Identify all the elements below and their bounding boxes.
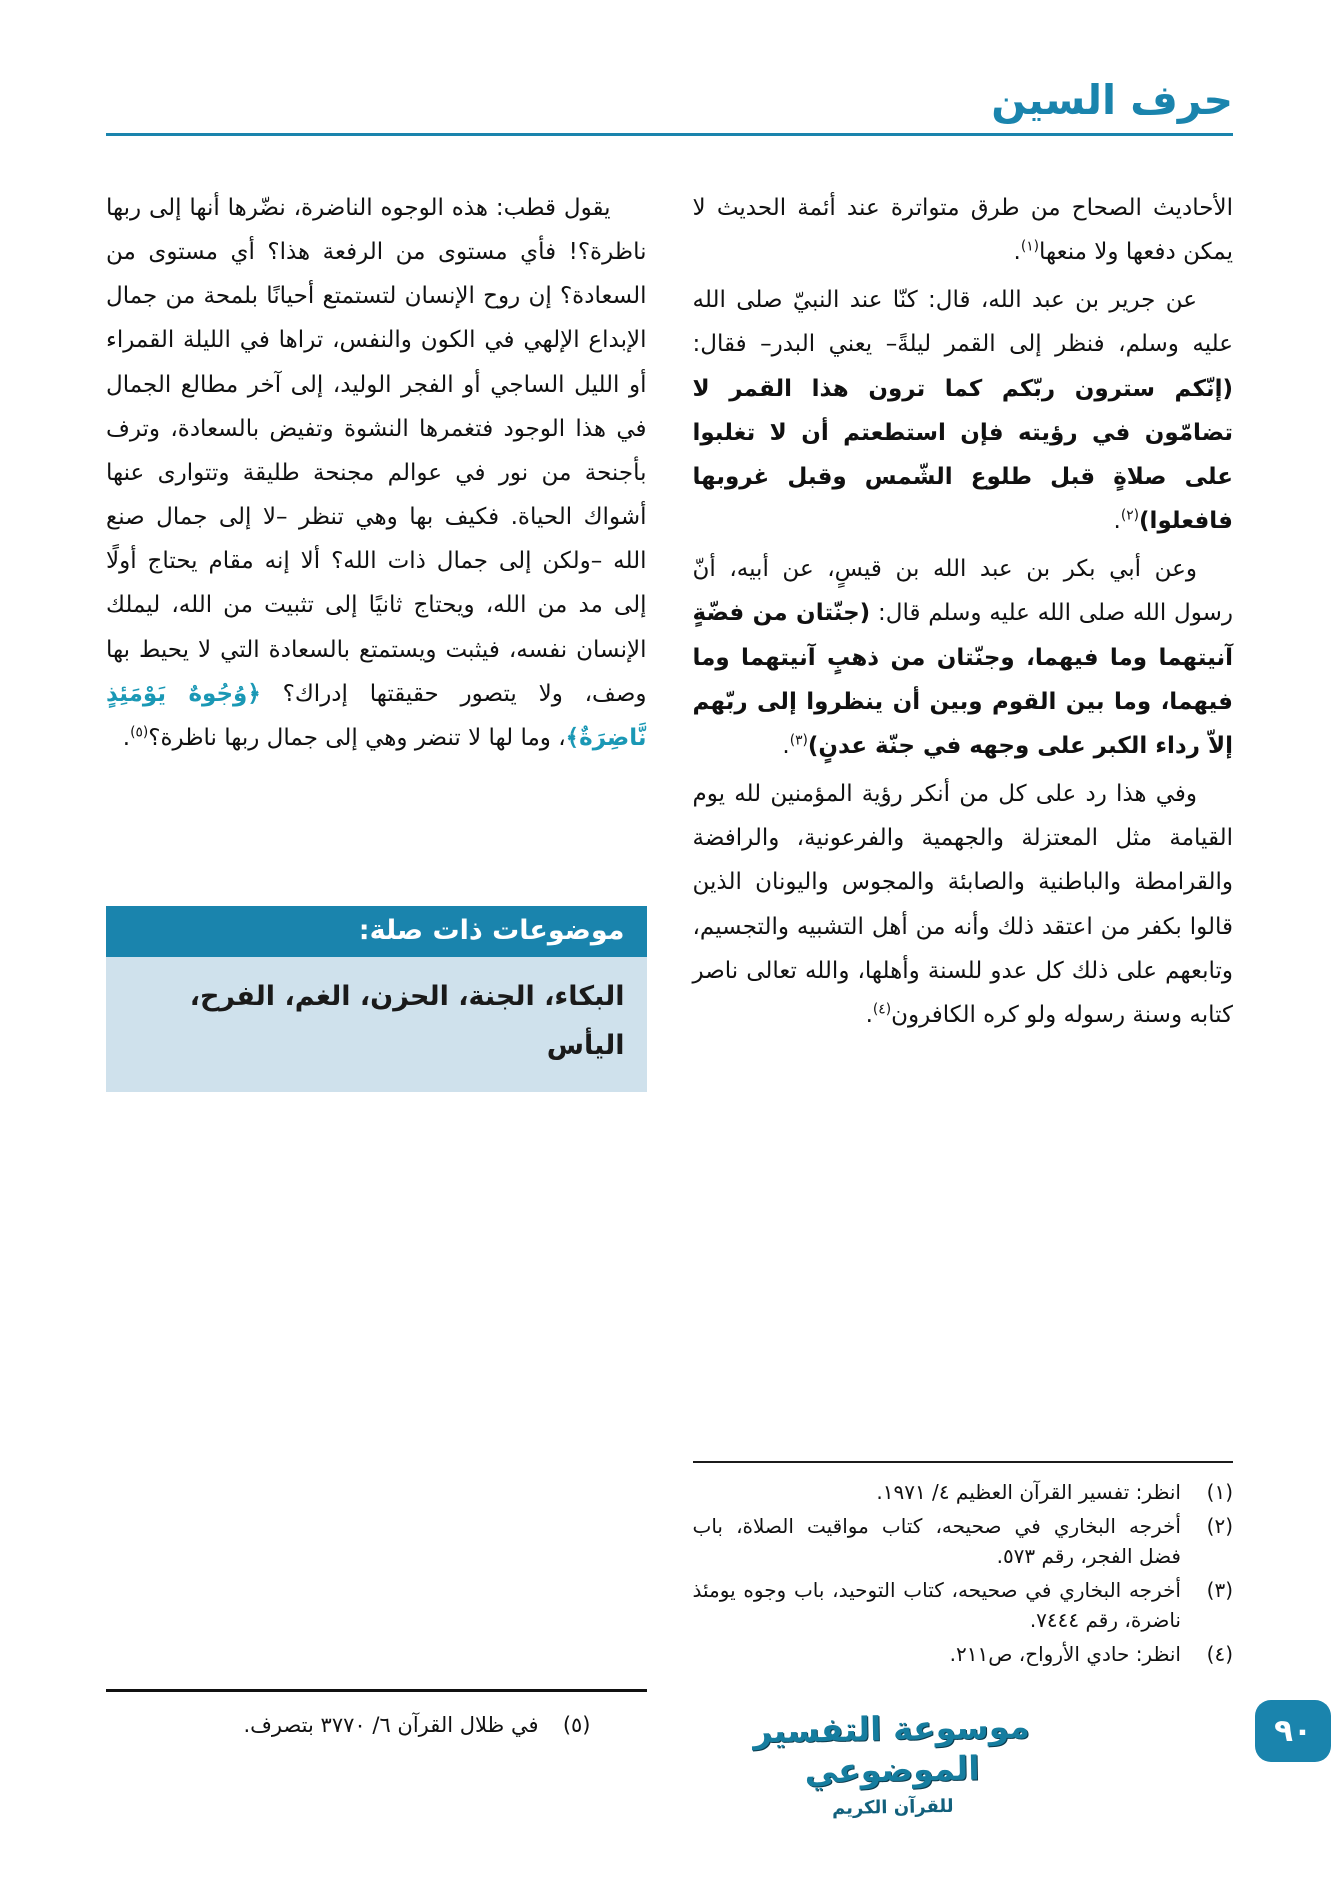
footnote-number: (٥) [562, 1712, 591, 1737]
paragraph-text: . [122, 724, 131, 751]
text-columns [106, 186, 1233, 1745]
footnote-number: (١) [1206, 1480, 1233, 1504]
column-left [106, 186, 647, 1745]
paragraph [693, 278, 1234, 543]
paragraph [693, 547, 1234, 768]
footnote-number: (٣) [1206, 1578, 1233, 1602]
paragraph-text: . [782, 732, 790, 759]
footnote-number: (٢) [1206, 1514, 1233, 1538]
hadith-quote: (جنّتان من فضّةٍ آنيتهما وما فيهما، وجنّتان من ذهبٍ آنيتهما وما فيهما، وما بين القوم وبين أن ينظروا إلى ربّهم إلاّ رداء الكبر على وجهه في جنّة عدنٍ) [692, 600, 1233, 759]
footnote-text: انظر: تفسير القرآن العظيم ٤/ ١٩٧١. [876, 1480, 1181, 1504]
related-topics-box [106, 906, 647, 1092]
related-topics-body: البكاء، الجنة، الحزن، الغم، الفرح، اليأس [106, 957, 647, 1092]
footnote-text: في ظلال القرآن ٦/ ٣٧٧٠ بتصرف. [243, 1712, 539, 1737]
footnote-text: أخرجه البخاري في صحيحه، كتاب مواقيت الصلاة، باب فضل الفجر، رقم ٥٧٣. [692, 1514, 1181, 1568]
footnote-ref: (٣) [789, 732, 808, 749]
paragraph-text: ، وما لها لا تنضر وهي إلى جمال ربها ناظرة؟ [148, 724, 566, 751]
paragraph-text: . [865, 1001, 873, 1028]
footnote [693, 1511, 1234, 1571]
paragraph [106, 186, 647, 760]
publisher-logo-subtitle: للقرآن الكريم [831, 1795, 954, 1819]
paragraph-text: وفي هذا رد على كل من أنكر رؤية المؤمنين لله يوم القيامة مثل المعتزلة والجهمية والفرعونية، والرافضة والقرامطة والباطنية والصابئة والمجوس واليونان الذين قالوا بكفر من اعتقد ذلك وأنه من أهل التشبيه والتجسيم، وتابعهم على ذلك كل عدو للسنة وأهلها، والله تعالى ناصر كتابه وسنة رسوله ولو كره الكافرون [692, 781, 1233, 1028]
publisher-logo-title: موسوعة التفسير الموضوعي [752, 1706, 1031, 1791]
footnote-divider [693, 1461, 1234, 1463]
paragraph-text: يقول قطب: هذه الوجوه الناضرة، نضّرها أنها إلى ربها ناظرة؟! فأي مستوى من الرفعة هذا؟ أي مستوى من السعادة؟ إن روح الإنسان لتستمتع أحيانًا بلمحة من جمال الإبداع الإلهي في الكون والنفس، تراها في الليلة القمراء أو الليل الساجي أو الفجر الوليد، إلى آخر مطالع الجمال في هذا الوجود فتغمرها النشوة وتفيض بالسعادة، وترف بأجنحة من نور في عوالم مجنحة طليقة وتتوارى عنها أشواك الحياة. فكيف بها وهي تنظر –لا إلى جمال صنع الله –ولكن إلى جمال ذات الله؟ ألا إنه مقام يحتاج أولًا إلى مد من الله، ويحتاج ثانيًا إلى تثبيت من الله، ليملك الإنسان نفسه، فيثبت ويستمتع بالسعادة التي لا يحيط بها وصف، ولا يتصور حقيقتها إدراك؟ [106, 195, 647, 707]
page-number-badge [1255, 1700, 1331, 1762]
footnote-ref: (٤) [872, 1001, 892, 1018]
footnote [693, 1639, 1234, 1669]
page-header [106, 78, 1233, 136]
footnote-text: أخرجه البخاري في صحيحه، كتاب التوحيد، باب وجوه يومئذ ناضرة، رقم ٧٤٤٤. [692, 1578, 1181, 1632]
paragraph-text: . [1013, 239, 1021, 266]
header-divider [106, 133, 1233, 136]
paragraph-text: الأحاديث الصحاح من طرق متواترة عند أئمة الحديث لا يمكن دفعها ولا منعها [692, 195, 1233, 266]
quran-verse: ﴿وُجُوهٌ يَوْمَئِذٍ نَّاضِرَةٌ﴾ [106, 680, 647, 751]
paragraph-text: عن جرير بن عبد الله، قال: كنّا عند النبيّ صلى الله عليه وسلم، فنظر إلى القمر ليلةً– يعني البدر– فقال: [692, 287, 1233, 358]
page-number: ٩٠ [1274, 1713, 1312, 1749]
chapter-heading: حرف السين [991, 76, 1233, 124]
hadith-quote: (إنّكم سترون ربّكم كما ترون هذا القمر لا تضامّون في رؤيته فإن استطعتم أن لا تغلبوا على صلاةٍ قبل طلوع الشّمس وقبل غروبها فافعلوا) [692, 375, 1233, 535]
footnote [693, 1575, 1234, 1635]
footnote-ref: (١) [1020, 238, 1040, 255]
footnote [693, 1477, 1234, 1507]
footnote-ref: (٥) [130, 724, 149, 741]
footnote [106, 1710, 647, 1742]
footnote-divider [106, 1689, 647, 1692]
related-topics-header: موضوعات ذات صلة: [106, 906, 647, 957]
paragraph [693, 186, 1234, 274]
footnotes-right [693, 1461, 1234, 1673]
footnote-text: انظر: حادي الأرواح، ص٢١١. [949, 1642, 1181, 1666]
footnote-number: (٤) [1206, 1642, 1233, 1666]
publisher-logo [751, 1706, 1033, 1820]
footnotes-left [106, 1689, 647, 1746]
paragraph-text: . [1113, 508, 1121, 535]
column-right [693, 186, 1234, 1745]
paragraph-text: وعن أبي بكر بن عبد الله بن قيسٍ، عن أبيه، أنّ رسول الله صلى الله عليه وسلم قال: [692, 556, 1233, 627]
paragraph [693, 772, 1234, 1037]
footnote-ref: (٢) [1120, 507, 1140, 524]
